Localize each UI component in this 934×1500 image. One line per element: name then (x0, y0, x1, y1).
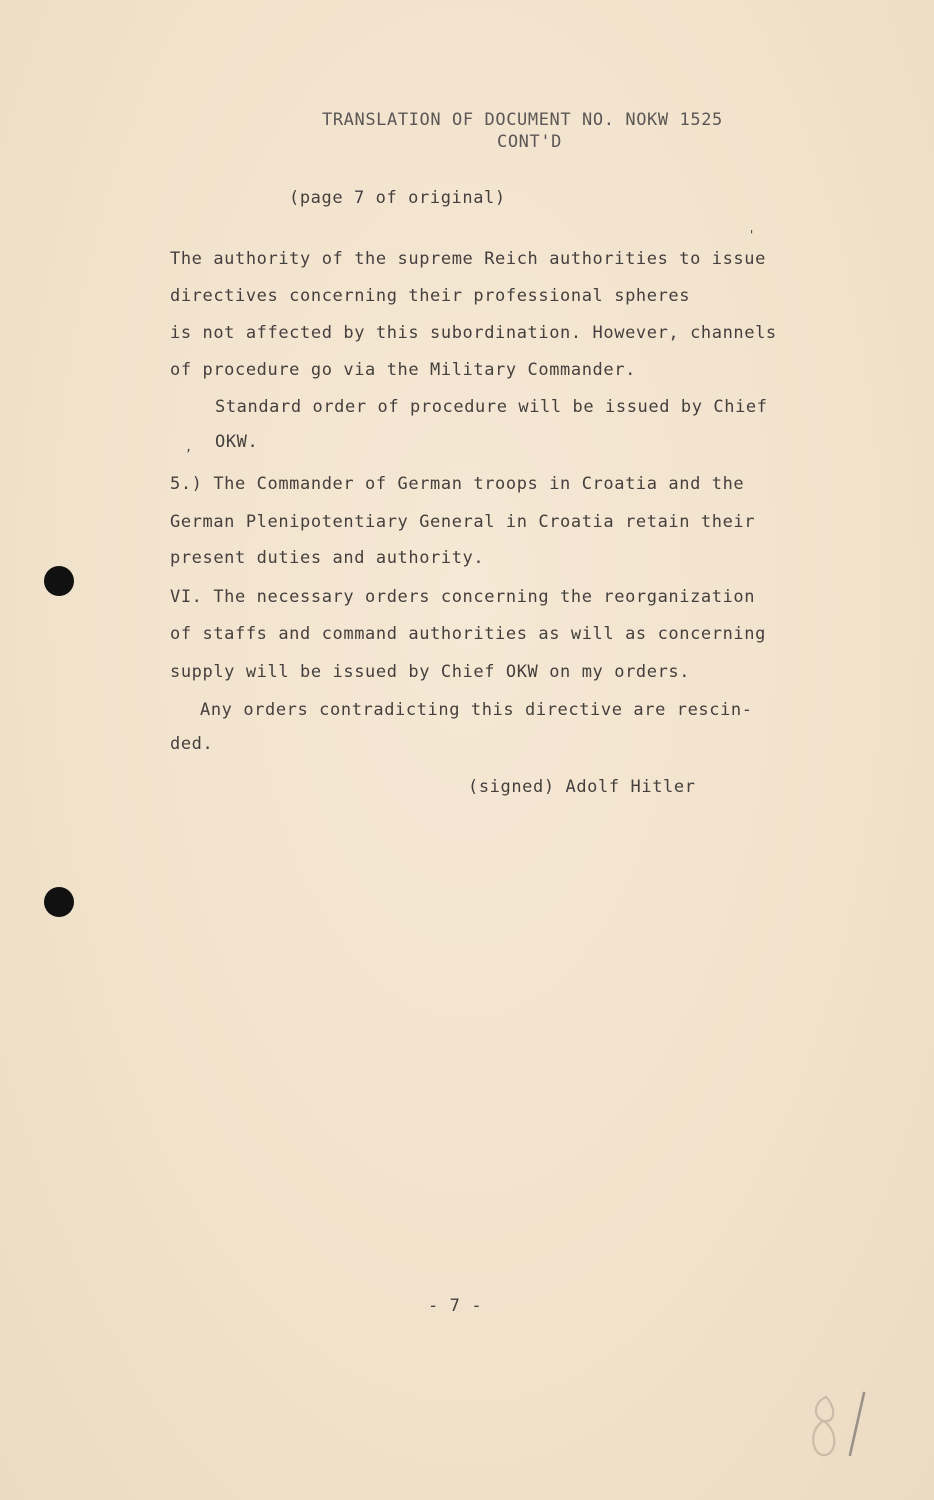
document-title: TRANSLATION OF DOCUMENT NO. NOKW 1525 (322, 110, 723, 130)
body-line: of procedure go via the Military Commander. (170, 360, 636, 380)
body-line: of staffs and command authorities as will as concerning (170, 624, 766, 644)
body-line: Standard order of procedure will be issued by Chief (215, 397, 768, 417)
body-line: Any orders contradicting this directive are rescin- (200, 700, 753, 720)
stray-mark: ' (748, 228, 756, 242)
punch-hole-lower (44, 887, 74, 917)
body-line: The authority of the supreme Reich authorities to issue (170, 249, 766, 269)
punch-hole-upper (44, 566, 74, 596)
body-line: ded. (170, 734, 214, 754)
body-line: 5.) The Commander of German troops in Croatia and the (170, 474, 745, 494)
body-line: present duties and authority. (170, 548, 485, 568)
body-line: directives concerning their professional spheres (170, 286, 691, 306)
stray-mark: , (185, 440, 193, 454)
body-line: is not affected by this subordination. However, channels (170, 323, 777, 343)
body-line: supply will be issued by Chief OKW on my orders. (170, 662, 691, 682)
signature-line: (signed) Adolf Hitler (468, 777, 696, 797)
page-number: - 7 - (428, 1296, 483, 1316)
body-line: German Plenipotentiary General in Croatia retain their (170, 512, 756, 532)
document-title-continued: CONT'D (497, 132, 563, 152)
handwritten-annotation (806, 1385, 870, 1465)
page-reference: (page 7 of original) (289, 188, 506, 208)
body-line: VI. The necessary orders concerning the reorganization (170, 587, 756, 607)
body-line: OKW. (215, 432, 259, 452)
